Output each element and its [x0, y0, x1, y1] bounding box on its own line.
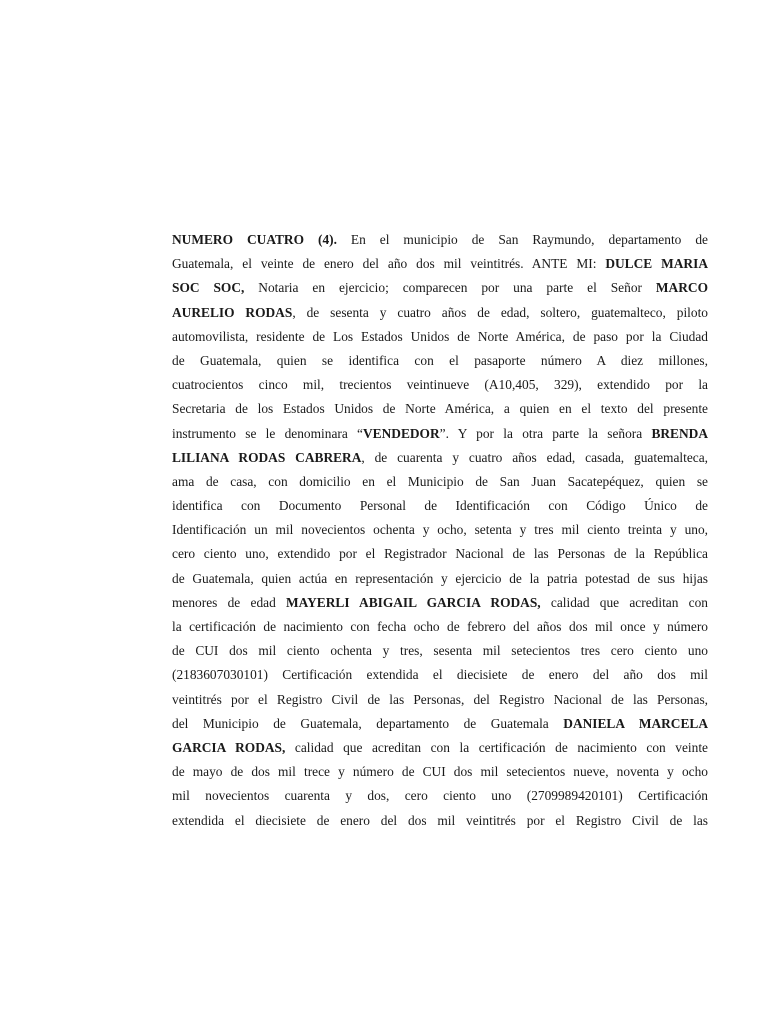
text-segment: mil novecientos cuarenta y dos, cero ciento uno (2709989420101) Certificación	[172, 788, 708, 804]
text-segment: de CUI dos mil ciento ochenta y tres, sesenta mil setecientos tres cero ciento uno	[172, 643, 708, 659]
bold-text-segment: MAYERLI ABIGAIL GARCIA RODAS,	[286, 594, 541, 610]
bold-text-segment: LILIANA RODAS CABRERA	[172, 449, 362, 465]
text-segment: ama de casa, con domicilio en el Municipio de San Juan Sacatepéquez, quien se	[172, 473, 708, 489]
text-segment: , de sesenta y cuatro años de edad, soltero, guatemalteco, piloto	[292, 304, 708, 320]
text-line	[172, 736, 708, 760]
bold-text-segment: DANIELA MARCELA	[563, 715, 708, 731]
text-segment: Guatemala, el veinte de enero del año dos mil veintitrés. ANTE MI:	[172, 256, 606, 272]
text-segment: cuatrocientos cinco mil, trecientos veintinueve (A10,405, 329), extendido por la	[172, 377, 708, 393]
text-line	[172, 760, 708, 784]
text-line	[172, 712, 708, 736]
text-line	[172, 688, 708, 712]
text-line	[172, 518, 708, 542]
text-line	[172, 494, 708, 518]
text-segment: calidad que acreditan con la certificación de nacimiento con veinte	[285, 739, 708, 755]
text-line	[172, 470, 708, 494]
text-segment: identifica con Documento Personal de Identificación con Código Único de	[172, 498, 708, 514]
text-segment: de Guatemala, quien se identifica con el pasaporte número A diez millones,	[172, 352, 708, 368]
text-segment: cero ciento uno, extendido por el Registrador Nacional de las Personas de la República	[172, 546, 708, 562]
bold-text-segment: MARCO	[655, 280, 708, 296]
text-segment: del Municipio de Guatemala, departamento de Guatemala	[172, 715, 564, 731]
text-line	[172, 252, 708, 276]
text-segment: Identificación un mil novecientos ochenta y ocho, setenta y tres mil ciento treinta y uno,	[172, 522, 708, 538]
text-line	[172, 615, 708, 639]
text-line	[172, 542, 708, 566]
text-line	[172, 591, 708, 615]
bold-text-segment: DULCE MARIA	[605, 256, 708, 272]
text-segment: calidad que acreditan con	[540, 594, 708, 610]
text-line	[172, 301, 708, 325]
text-segment: , de cuarenta y cuatro años edad, casada, guatemalteca,	[361, 449, 708, 465]
text-segment: de mayo de dos mil trece y número de CUI dos mil setecientos nueve, noventa y ocho	[172, 764, 708, 780]
text-segment: extendida el diecisiete de enero del dos mil veintitrés por el Registro Civil de las	[172, 812, 708, 828]
text-line	[172, 663, 708, 687]
bold-text-segment: BRENDA	[651, 425, 708, 441]
text-segment: En el municipio de San Raymundo, departamento de	[336, 232, 708, 247]
text-line	[172, 446, 708, 470]
bold-text-segment: AURELIO RODAS	[172, 304, 293, 320]
text-line	[172, 349, 708, 373]
text-line	[172, 639, 708, 663]
text-line	[172, 325, 708, 349]
text-segment: (2183607030101) Certificación extendida el diecisiete de enero del año dos mil	[172, 667, 708, 683]
text-line	[172, 228, 708, 252]
text-segment: automovilista, residente de Los Estados Unidos de Norte América, de paso por la Ciudad	[172, 328, 708, 344]
text-segment: la certificación de nacimiento con fecha ocho de febrero del años dos mil once y número	[172, 619, 708, 634]
bold-text-segment: VENDEDOR	[363, 425, 440, 441]
text-segment: ”. Y por la otra parte la señora	[439, 425, 652, 441]
text-segment: instrumento se le denominara “	[172, 425, 364, 441]
bold-text-segment: SOC SOC,	[172, 280, 245, 296]
text-line	[172, 276, 708, 300]
text-line	[172, 397, 708, 421]
text-segment: veintitrés por el Registro Civil de las Personas, del Registro Nacional de las Personas,	[172, 691, 708, 707]
text-line	[172, 373, 708, 397]
bold-text-segment: GARCIA RODAS,	[172, 739, 286, 755]
bold-text-segment: NUMERO CUATRO (4).	[172, 232, 337, 247]
text-segment: menores de edad	[172, 594, 287, 610]
text-line	[172, 422, 708, 446]
text-segment: Secretaria de los Estados Unidos de Norte América, a quien en el texto del presente	[172, 401, 708, 417]
text-line	[172, 809, 708, 833]
text-line	[172, 567, 708, 591]
text-segment: de Guatemala, quien actúa en representación y ejercicio de la patria potestad de sus hijas	[172, 570, 708, 586]
text-segment: Notaria en ejercicio; comparecen por una parte el Señor	[244, 280, 656, 296]
document-body-text	[172, 228, 708, 833]
text-line	[172, 784, 708, 808]
